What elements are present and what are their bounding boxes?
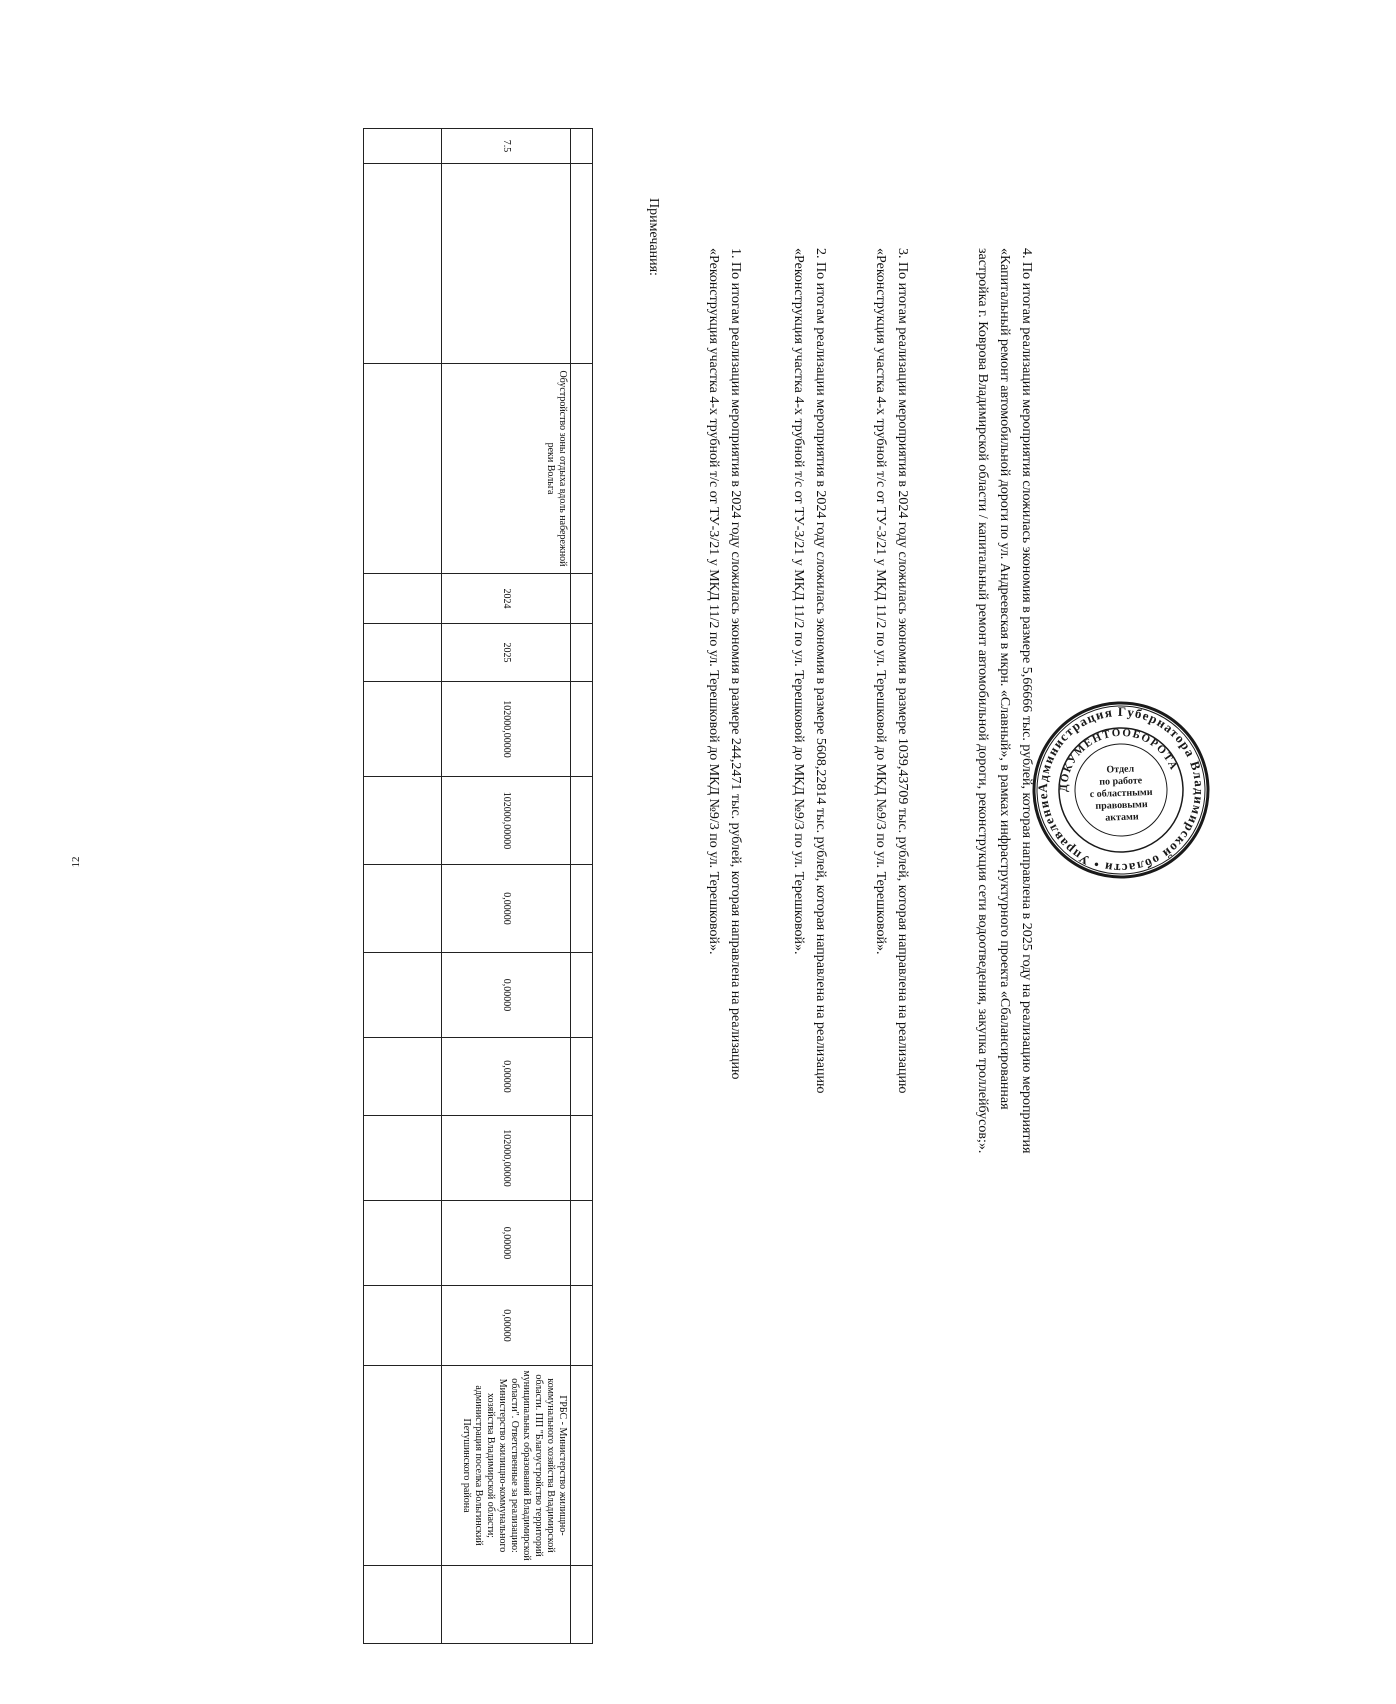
value-cell: 102000,00000	[442, 777, 571, 865]
table-cell	[364, 953, 442, 1038]
table-cell	[364, 624, 442, 682]
table-cell	[571, 682, 593, 777]
rotated-page-content	[196, 0, 1396, 1704]
table-cell	[571, 777, 593, 865]
table-row-top	[571, 129, 593, 1644]
page-number: 12	[70, 856, 82, 868]
table-cell	[442, 1566, 571, 1644]
value-cell: 102000,00000	[442, 682, 571, 777]
table-cell	[571, 129, 593, 164]
table-cell	[571, 953, 593, 1038]
table-cell	[571, 1201, 593, 1286]
note-line: 1. По итогам реализации мероприятия в 2024 году сложилась экономия в размере 244,2471 тыс. рублей, которая направлена на реализацию	[728, 248, 743, 1080]
table-cell	[571, 364, 593, 574]
seal-center-line: Отдел	[1106, 763, 1135, 776]
seal-center-line: актами	[1105, 811, 1139, 824]
table-cell	[442, 164, 571, 364]
note-line: «Реконструкция участка 4-х трубной т/с от ТУ-3/21 у МКД 11/2 по ул. Терешковой до МКД №9/3 по ул. Терешковой».	[791, 248, 806, 955]
table-cell	[364, 164, 442, 364]
table-cell	[364, 777, 442, 865]
table-cell	[364, 364, 442, 574]
value-cell: 0,00000	[442, 1286, 571, 1366]
table-cell	[571, 624, 593, 682]
value-cell: 0,00000	[442, 865, 571, 953]
table-cell	[364, 1566, 442, 1644]
row-number: 7.5	[442, 129, 571, 164]
table-cell	[571, 1116, 593, 1201]
table-cell	[364, 865, 442, 953]
seal-center-line: по работе	[1099, 775, 1143, 788]
notes-heading: Примечания:	[646, 198, 661, 276]
table-row-bottom	[364, 129, 442, 1644]
activity-name: Обустройство зоны отдыха вдоль набережной реки Вольга	[442, 364, 571, 574]
note-item	[869, 248, 913, 1278]
table-cell	[364, 682, 442, 777]
program-table	[363, 128, 593, 1644]
year-end: 2025	[442, 624, 571, 682]
table-cell	[571, 1566, 593, 1644]
value-cell: 0,00000	[442, 953, 571, 1038]
note-line: «Капитальный ремонт автомобильной дороги по ул. Андреевская в мкрн. «Славный», в рамках инфраструктурного проекта «Сбалансированная	[997, 248, 1012, 1110]
note-line: «Реконструкция участка 4-х трубной т/с от ТУ-3/21 у МКД 11/2 по ул. Терешковой до МКД №9/3 по ул. Терешковой».	[873, 248, 888, 955]
note-line: застройка г. Коврова Владимирской области / капитальный ремонт автомобильной дороги, реконструкция сети водоотведения, закупка троллейбусов;».	[975, 248, 990, 1154]
year-start: 2024	[442, 574, 571, 624]
note-item	[971, 248, 1037, 1298]
seal-center-line: правовыми	[1095, 799, 1148, 812]
table-cell	[571, 1038, 593, 1116]
value-cell: 0,00000	[442, 1038, 571, 1116]
table-cell	[364, 574, 442, 624]
note-item	[787, 248, 831, 1278]
table-cell	[571, 1366, 593, 1566]
table-cell	[364, 1201, 442, 1286]
note-item	[702, 248, 746, 1278]
seal-ring-text: Администрация Губернатора Владимирской области • Управление	[1034, 703, 1208, 877]
note-line: 4. По итогам реализации мероприятия сложилась экономия в размере 5,66666 тыс. рублей, которая направлена в 2025 году на реализацию мероприятия	[1019, 248, 1034, 1154]
table-cell	[364, 1286, 442, 1366]
table-cell	[364, 1366, 442, 1566]
table-cell	[571, 1286, 593, 1366]
note-line: «Реконструкция участка 4-х трубной т/с от ТУ-3/21 у МКД 11/2 по ул. Терешковой до МКД №9/3 по ул. Терешковой».	[706, 248, 721, 955]
responsible-cell: ГРБС - Министерство жилищно-коммунального хозяйства Владимирской области. ПП "Благоустройство территорий муниципальных образований Владимирской области". Ответственные за реализацию: Министерство жилищно-коммунального хозяйства Владимирской области; администрация поселка Вольгинский Петушинского района	[442, 1366, 571, 1566]
value-cell: 102000,00000	[442, 1116, 571, 1201]
seal-inner-ring-text: ДОКУМЕНТООБОРОТА	[1057, 726, 1181, 793]
note-line: 2. По итогам реализации мероприятия в 2024 году сложилась экономия в размере 5608,22814 тыс. рублей, которая направлена на реализацию	[813, 248, 828, 1094]
table-row	[442, 129, 571, 1644]
seal-center-line: с областными	[1089, 786, 1153, 801]
table-cell	[571, 865, 593, 953]
table-cell	[571, 164, 593, 364]
note-line: 3. По итогам реализации мероприятия в 2024 году сложилась экономия в размере 1039,43709 тыс. рублей, которая направлена на реализацию	[895, 248, 910, 1094]
value-cell: 0,00000	[442, 1201, 571, 1286]
table-cell	[364, 1038, 442, 1116]
table-cell	[364, 129, 442, 164]
official-seal	[1028, 697, 1214, 883]
table-cell	[364, 1116, 442, 1201]
table-cell	[571, 574, 593, 624]
